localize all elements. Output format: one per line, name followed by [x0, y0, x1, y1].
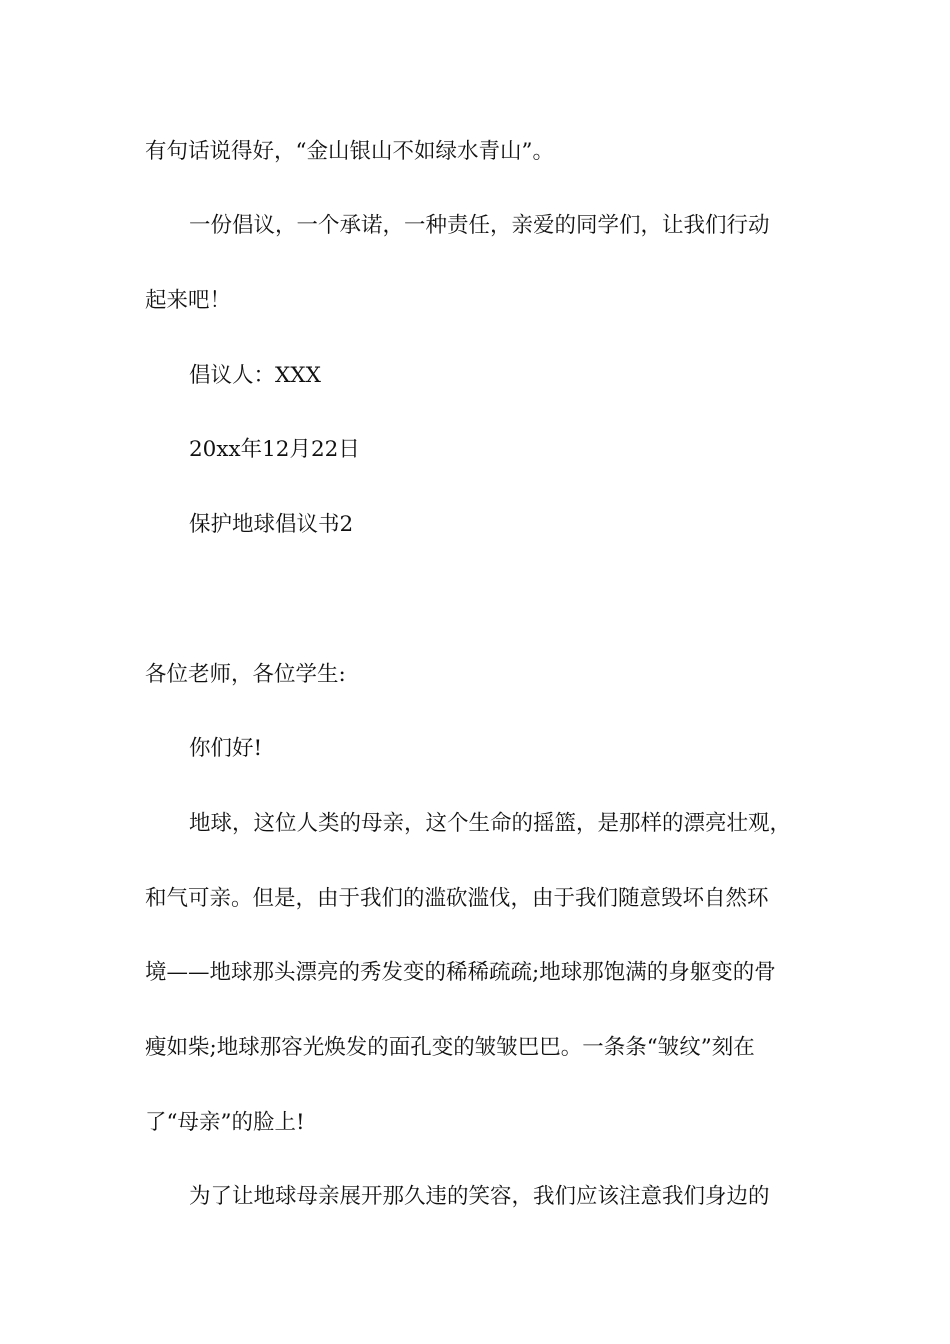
paragraph-line-8: 了“母亲”的脸上! — [145, 1110, 305, 1135]
salutation: 各位老师，各位学生: — [145, 662, 346, 687]
paragraph-line-4: 地球，这位人类的母亲，这个生命的摇篮，是那样的漂亮壮观， — [189, 811, 792, 836]
paragraph-line-9: 为了让地球母亲展开那久违的笑容，我们应该注意我们身边的 — [189, 1184, 770, 1209]
paragraph-line-1: 有句话说得好，“金山银山不如绿水青山”。 — [145, 139, 554, 164]
paragraph-line-6: 境——地球那头漂亮的秀发变的稀稀疏疏;地球那饱满的身躯变的骨 — [145, 960, 776, 985]
proposer-line: 倡议人：XXX — [189, 363, 321, 388]
date-line: 20xx年12月22日 — [189, 437, 360, 462]
greeting: 你们好! — [189, 736, 263, 761]
paragraph-line-3: 起来吧！ — [145, 288, 232, 313]
section-title: 保护地球倡议书2 — [189, 512, 354, 537]
paragraph-line-2: 一份倡议，一个承诺，一种责任，亲爱的同学们，让我们行动 — [189, 213, 770, 238]
paragraph-line-5: 和气可亲。但是，由于我们的滥砍滥伐，由于我们随意毁坏自然环 — [145, 886, 769, 911]
paragraph-line-7: 瘦如柴;地球那容光焕发的面孔变的皱皱巴巴。一条条“皱纹”刻在 — [145, 1035, 755, 1060]
